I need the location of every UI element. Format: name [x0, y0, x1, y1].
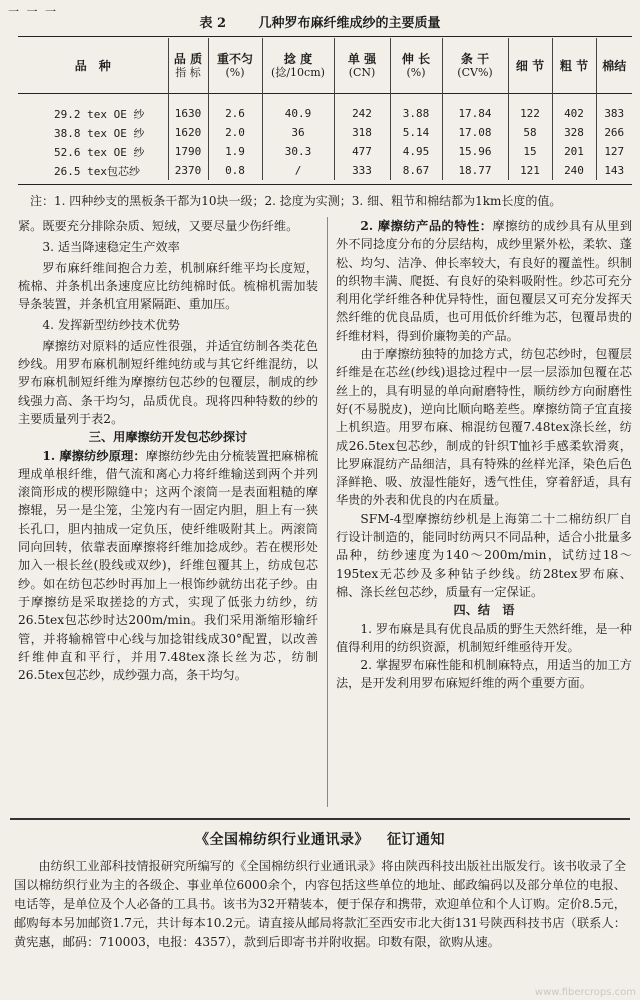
paragraph — [18, 447, 318, 685]
paragraph: 紧。既要充分排除杂质、短绒，又要尽量少伤纤维。 — [18, 219, 299, 233]
table-title: 几种罗布麻纤维成纱的主要质量 — [258, 16, 441, 31]
watermark: www.fibercrops.com — [534, 987, 636, 998]
section-heading: 四、结 语 — [453, 603, 515, 618]
notice-title-suffix: 征订通知 — [387, 832, 445, 848]
paragraph-body: 摩擦纺的成纱具有从里到外不同捻度分布的分层结构，成纱里紧外松，柔软、蓬松、均匀、洁净、伸长率较大，有良好的覆盖性。织制的织物丰满、爬挺、有良好的染料吸附性。纱芯可充分利用化学纤维各种优异特性，面包覆层又可充分发挥天然纤维的优良品质，也可用低价纤维为芯，包覆昂贵的纤维材料，得到价廉物美的产品。 — [336, 219, 633, 343]
col-header: 棉结 — [596, 38, 632, 94]
table-row: 29.2 tex OE 纱 1630 2.6 40.9 242 3.88 17.84 122 402 383 — [18, 94, 632, 123]
col-header: 重不匀 (%) — [208, 38, 262, 94]
paragraph: 由于摩擦纺独特的加捻方式，纺包芯纱时，包覆层纤维是在芯丝(纱线)退捻过程中一层一层添加包覆在芯丝上的，具有明显的单向耐磨特性，顺纺纱方向耐磨性好(不易脱皮)，逆向比顺向略差些。摩擦纺筒子宜直接上机织造。用罗布麻、棉混纺包覆7.48tex涤长丝，纺成26.5tex包芯纱，制成的针织T恤衫手感柔软滑爽，比罗麻混纺产品细洁，具有特殊的丝样光泽，染色后色泽鲜艳、吸、放湿性能好，透气性佳，穿着舒适，具有华贵的外表和优良的内在质量。 — [336, 347, 632, 508]
subheading: 3. 适当降速稳定生产效率 — [42, 240, 180, 255]
lead-term: 1. 摩擦纺纱原理： — [42, 448, 146, 463]
table-row: 26.5 tex包芯纱 2370 0.8 / 333 8.67 18.77 121 240 143 — [18, 161, 632, 180]
col-header: 品 种 — [74, 59, 111, 73]
paragraph — [336, 217, 632, 345]
table-row: 38.8 tex OE 纱 1620 2.0 36 318 5.14 17.08 58 328 266 — [18, 123, 632, 142]
table-bottom-rule — [18, 184, 632, 185]
notice-body: 由纺织工业部科技情报研究所编写的《全国棉纺织行业通讯录》将由陕西科技出版社出版发行。该书收录了全国以棉纺织行业为主的各级企、事业单位6000余个，内容包括这些单位的地址、邮政编码以及部分单位的电报、电话等，是单位及个人必备的工具书。该书为32开精装本，便于保存和携带，欢迎单位和个人订购。定价8.5元，邮购每本另加邮资1.7元，共计每本10.2元。请直接从邮局将款汇至西安市北大街131号陕西科技书店（联系人：黄宪惠，邮码：710003，电报：4357），款到后即寄书并附收据。印数有限，欲购从速。 — [14, 859, 626, 949]
column-divider — [327, 217, 328, 807]
table-number: 表 2 — [199, 16, 227, 31]
notice-book-title: 《全国棉纺织行业通讯录》 — [195, 832, 369, 848]
paragraph: 1. 罗布麻是具有优良品质的野生天然纤维，是一种值得利用的纺织资源，机制短纤维亟待开发。 — [336, 621, 632, 654]
paragraph-body: 摩擦纺纱先由分梳装置把麻棉梳理成单根纤维，借气流和离心力将纤维输送到两个并列滚筒形成的楔形隙缝中；这两个滚筒一是表面粗糙的摩擦辊，另一是尘笼，尘笼内有一固定内胆，胆上有一狭长孔口，胆内抽成一定负压，使纤维吸附其上。两滚筒同向回转，依靠表面摩擦将纤维加捻成纱。若在楔形处加入一根长丝(股线或双纱)，纤维包覆其上，纺成包芯纱。如在纺包芯纱时再加上一根饰纱就纺出花子纱。由于摩擦纺是采取搓捻的方式，实现了低张力纺纱，纺26.5tex包芯纱时达200m/min。我们采用渐缩形输纤管，并将输棉管中心线与加捻钳线成30°配置，以改善纤维伸直和平行，并用7.48tex涤长丝为芯，纺制26.5tex包芯纱，成纱强力高，条干均匀。 — [18, 448, 319, 683]
col-header: 粗 节 — [552, 38, 596, 94]
lead-term: 2. 摩擦纺产品的特性： — [360, 219, 493, 233]
subheading: 4. 发挥新型纺纱技术优势 — [42, 318, 180, 333]
table-top-rule — [18, 36, 632, 37]
paragraph: 摩擦纺对原料的适应性很强，并适宜纺制各类花色纱线。用罗布麻机制短纤维纯纺或与其它纤维混纺，以罗布麻机制短纤维为摩擦纺包芯纱的包覆层，制成的纱线强力高、条干均匀，品质优良。现将四种特数的纱的主要质量列于表2。 — [18, 338, 318, 426]
notice-title — [10, 829, 630, 849]
col-header: 伸 长 (%) — [390, 38, 442, 94]
table-header-row — [18, 38, 632, 94]
table-row: 52.6 tex OE 纱 1790 1.9 30.3 477 4.95 15.96 15 201 127 — [18, 142, 632, 161]
quality-table — [18, 38, 632, 180]
left-column — [18, 217, 318, 684]
col-header: 单 强 (CN) — [334, 38, 390, 94]
paragraph: 罗布麻纤维间抱合力差，机制麻纤维平均长度短，梳棉、并条机出条速度应比纺纯棉时低。梳棉机需加装导条装置，并条机宜用紧隔距、重加压。 — [18, 260, 318, 312]
col-header: 条 干 (CV%) — [442, 38, 508, 94]
col-header: 品 质 指 标 — [168, 38, 208, 94]
col-header: 捻 度 (捻/10cm) — [262, 38, 334, 94]
right-column — [336, 217, 632, 693]
section-heading: 三、用摩擦纺开发包芯纱探讨 — [88, 430, 248, 445]
table-note: 注：1. 四种纱支的黑板条干都为10块一级；2. 捻度为实测；3. 细、粗节和棉结都为1km长度的值。 — [30, 194, 562, 208]
paragraph: 2. 掌握罗布麻性能和机制麻特点，用适当的加工方法，是开发利用罗布麻短纤维的两个重要方面。 — [336, 658, 632, 691]
page-top-strip: 一 一 一 — [8, 5, 58, 18]
col-header: 细 节 — [508, 38, 552, 94]
table-caption — [0, 12, 640, 31]
subscription-notice — [10, 818, 630, 1000]
paragraph: SFM-4型摩擦纺纱机是上海第二十二棉纺织厂自行设计制造的，能同时纺两只不同品种，适合小批量多品种，纺纱速度为140～200m/min，试纺过18～195tex无芯纱及多种钻子纱线。纺28tex罗布麻、棉、涤长丝包芯纱，质量有一定保证。 — [336, 511, 632, 599]
